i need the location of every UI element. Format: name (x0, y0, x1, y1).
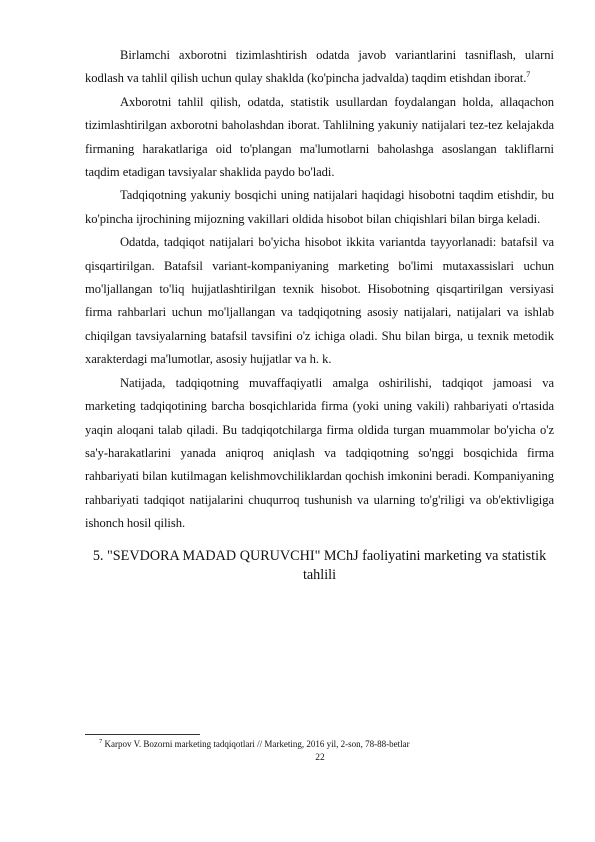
paragraph-2: Axborotni tahlil qilish, odatda, statistik usullardan foydalangan holda, allaqachon tizimlashtirilgan axborotni baholashdan iborat. Tahlilning yakuniy natijalari tez-tez kelajakda firmaning harakatlariga oid to'plangan ma'lumotlarni baholashga asoslangan takliflarni taqdim etadigan tavsiyalar shaklida paydo bo'ladi. (85, 94, 554, 180)
body-text (85, 44, 554, 585)
section-title: "SEVDORA MADAD QURUVCHI" MChJ faoliyatini marketing va statistik tahlili (107, 547, 547, 583)
footnote (99, 738, 559, 750)
footnote-text: Karpov V. Bozorni marketing tadqiqotlari // Marketing, 2016 yil, 2-son, 78-88-betlar (104, 739, 410, 749)
page-number: 22 (315, 753, 325, 763)
paragraph-1-text: Birlamchi axborotni tizimlashtirish odatda javob variantlarini tasniflash, ularni kodlash va tahlil qilish uchun qulay shaklda (ko'pincha jadvalda) taqdim etishdan iborat. (85, 48, 554, 86)
section-heading (85, 547, 554, 585)
paragraph-5: Natijada, tadqiqotning muvaffaqiyatli amalga oshirilishi, tadqiqot jamoasi va marketing tadqiqotining barcha bosqichlarida firma (yoki uning vakili) rahbariyati o'rtasida yaqin aloqani talab qiladi. Bu tadqiqotchilarga firma oldida turgan muammolar bo'yicha o'z sa'y-harakatlarini yanada aniqroq aniqlash va tadqiqotning so'nggi bosqichida firma rahbariyati bilan kutilmagan kelishmovchiliklardan qochish imkonini beradi. Kompaniyaning rahbariyati tadqiqot natijalarini chuqurroq tushunish va ularning to'g'riligi va ob'ektivligiga ishonch hosil qilish. (85, 375, 554, 531)
paragraph-3: Tadqiqotning yakuniy bosqichi uning natijalari haqidagi hisobotni taqdim etishdir, bu ko'pincha ijrochining mijozning vakillari oldida hisobot bilan chiqishlari bilan birga keladi. (85, 188, 554, 226)
footnote-separator (85, 734, 200, 735)
section-number: 5. (92, 547, 104, 564)
footnote-reference[interactable]: 7 (526, 70, 531, 80)
footnote-marker: 7 (99, 738, 103, 745)
paragraph-4: Odatda, tadqiqot natijalari bo'yicha hisobot ikkita variantda tayyorlanadi: batafsil va qisqartirilgan. Batafsil variant-kompaniyaning marketing bo'limi mutaxassislari uchun mo'ljallangan to'liq hujjatlashtirilgan texnik hisobot. Hisobotning qisqartirilgan versiyasi firma rahbarlari uchun mo'ljallangan va tadqiqotning asosiy natijalari, natijalari va ishlab chiqilgan tavsiyalarning batafsil tavsifini o'z ichiga oladi. Shu bilan birga, u texnik metodik xarakterdagi ma'lumotlar, asosiy hujjatlar va h. k. (85, 235, 554, 367)
paragraph-1 (85, 44, 554, 91)
